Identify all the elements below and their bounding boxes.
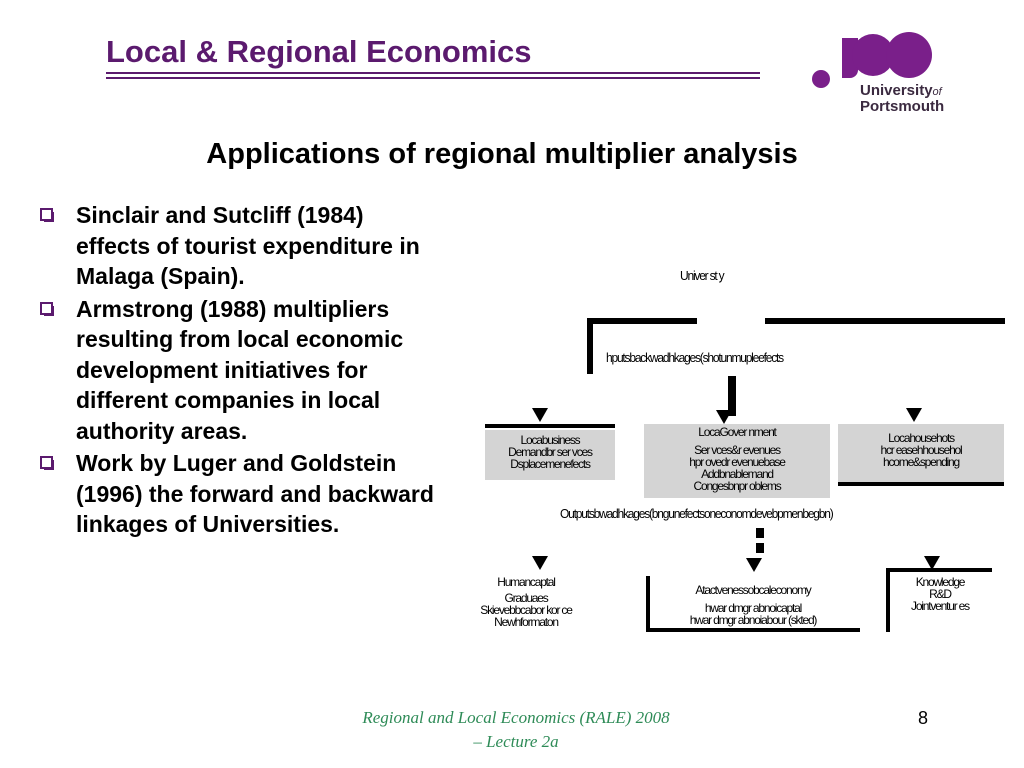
node-knowledge bbox=[886, 568, 992, 632]
node-line: R&D bbox=[929, 587, 951, 601]
logo-line2: Portsmouth bbox=[860, 98, 945, 115]
node-line: Addbnablemand bbox=[701, 467, 773, 481]
node-line: hcome&spending bbox=[883, 455, 959, 469]
arrow-down-icon bbox=[532, 556, 548, 570]
arrow-down-icon bbox=[746, 558, 762, 572]
node-line: Humancaptal bbox=[497, 575, 555, 589]
node-line: LocaGover nment bbox=[698, 425, 776, 439]
node-line: Ser vces&r evenues bbox=[694, 443, 780, 457]
logo-of: of bbox=[932, 86, 942, 98]
node-body bbox=[890, 576, 990, 612]
logo-university: University bbox=[860, 82, 933, 99]
bracket-top-right bbox=[765, 318, 1005, 324]
node-attractiveness bbox=[646, 576, 860, 632]
footer-line: Regional and Local Economics (RALE) 2008 bbox=[362, 708, 670, 727]
node-line: Newhformaton bbox=[494, 615, 558, 629]
bracket-top-left bbox=[587, 318, 697, 324]
checkbox-bullet-icon bbox=[40, 456, 53, 469]
footer-line: – Lecture 2a bbox=[473, 732, 559, 751]
diagram-inputs-label: hputsbackwadhkages(shotunmupleefects bbox=[606, 350, 783, 366]
bullet-item bbox=[36, 200, 436, 292]
header-title: Local & Regional Economics bbox=[106, 34, 532, 69]
checkbox-bullet-icon bbox=[40, 302, 53, 315]
node-local-households bbox=[838, 424, 1004, 490]
node-line: hwar dmgr abnoicaptal bbox=[704, 601, 802, 615]
dash-mark bbox=[756, 528, 764, 538]
node-body bbox=[838, 424, 1004, 482]
header-rule-second bbox=[106, 77, 760, 79]
node-line: hpr ovedr evenuebase bbox=[689, 455, 785, 469]
bullet-text: Work by Luger and Goldstein (1996) the forward and backward linkages of Universities. bbox=[76, 450, 434, 537]
checkbox-bullet-icon bbox=[40, 208, 53, 221]
node-local-government bbox=[644, 424, 830, 498]
node-local-business bbox=[485, 424, 615, 480]
node-top-rule bbox=[485, 424, 615, 428]
node-human-capital bbox=[456, 576, 596, 628]
logo-small-dot bbox=[812, 70, 830, 88]
bullet-text: Sinclair and Sutcliff (1984) effects of tourist expenditure in Malaga (Spain). bbox=[76, 202, 420, 289]
bullet-text: Armstrong (1988) multipliers resulting from local economic development initiatives for different companies in local authority areas. bbox=[76, 295, 404, 444]
arrow-down-icon bbox=[716, 410, 732, 424]
university-logo bbox=[808, 32, 958, 122]
diagram-top-label: Univer st y bbox=[680, 268, 724, 284]
node-line: Graduaes bbox=[504, 591, 548, 605]
slide-title: Applications of regional multiplier analysis bbox=[206, 138, 798, 170]
node-line: Jointventur es bbox=[911, 599, 969, 613]
node-line: Skievebbcabor kor ce bbox=[480, 603, 572, 617]
node-line: Knowledge bbox=[915, 575, 965, 589]
diagram-outputs-label: Outputsbwadhkages(bngunefectsoneconomdevebpmenbegbn) bbox=[560, 506, 833, 522]
node-line: Demandbr ser vces bbox=[508, 445, 592, 459]
linkages-diagram bbox=[440, 260, 1020, 660]
arrow-down-icon bbox=[906, 408, 922, 422]
node-body bbox=[485, 430, 615, 480]
node-bottom-rule bbox=[646, 628, 860, 632]
node-line: Atactvenessobcaleconomy bbox=[695, 583, 811, 597]
node-line: Locabusiness bbox=[520, 433, 580, 447]
logo-large-dot-2 bbox=[886, 32, 932, 78]
node-line: hcr easehhousehol bbox=[880, 443, 962, 457]
header-rule bbox=[106, 72, 760, 74]
node-line: Dsplacemenefects bbox=[510, 457, 590, 471]
dash-mark bbox=[756, 543, 764, 553]
node-top-rule bbox=[886, 568, 992, 572]
bullet-item bbox=[36, 448, 436, 540]
bullet-item bbox=[36, 294, 436, 447]
bracket-left-side bbox=[587, 318, 593, 374]
bullet-list bbox=[36, 200, 436, 542]
node-line: hwar dmgr abnoiabour (skted) bbox=[689, 613, 817, 627]
footer-caption bbox=[316, 706, 716, 754]
page-number: 8 bbox=[918, 708, 929, 728]
node-line: Locahousehots bbox=[888, 431, 954, 445]
logo-line1 bbox=[860, 82, 942, 99]
node-body bbox=[650, 584, 856, 626]
node-bottom-rule bbox=[838, 482, 1004, 486]
arrow-down-icon bbox=[532, 408, 548, 422]
node-line: Congesbnpr oblems bbox=[693, 479, 781, 493]
